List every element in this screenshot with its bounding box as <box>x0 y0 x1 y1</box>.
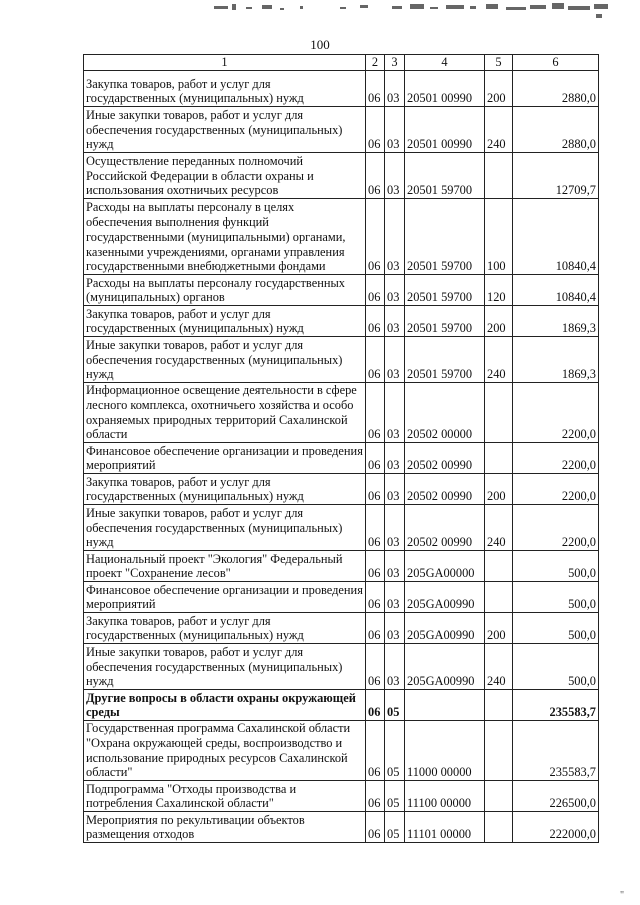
expense-type-cell: 100 <box>485 199 513 275</box>
section-code-cell: 06 <box>366 107 385 153</box>
table-row <box>84 107 599 153</box>
item-name-cell: Закупка товаров, работ и услуг для государственных (муниципальных) нужд <box>84 474 366 505</box>
table-row <box>84 306 599 337</box>
amount-cell: 500,0 <box>513 551 599 582</box>
amount-cell: 500,0 <box>513 644 599 690</box>
amount-cell: 2200,0 <box>513 505 599 551</box>
expense-type-cell <box>485 582 513 613</box>
subsection-code-cell: 03 <box>385 505 405 551</box>
target-article-cell: 20501 59700 <box>405 275 485 306</box>
section-code-cell: 06 <box>366 505 385 551</box>
item-name-cell: Информационное освещение деятельности в сфере лесного комплекса, охотничьего хозяйства и особо охраняемых природных территорий Сахалинской области <box>84 383 366 443</box>
table-row <box>84 721 599 781</box>
expense-type-cell <box>485 153 513 199</box>
item-name-cell: Финансовое обеспечение организации и проведения мероприятий <box>84 582 366 613</box>
amount-cell: 222000,0 <box>513 812 599 843</box>
scan-mark: " <box>620 890 625 901</box>
table-row <box>84 690 599 721</box>
section-code-cell: 06 <box>366 582 385 613</box>
amount-cell: 2200,0 <box>513 383 599 443</box>
budget-table <box>83 54 599 843</box>
target-article-cell: 20502 00990 <box>405 474 485 505</box>
table-row <box>84 781 599 812</box>
table-row <box>84 71 599 107</box>
expense-type-cell: 240 <box>485 337 513 383</box>
subsection-code-cell: 03 <box>385 306 405 337</box>
item-name-cell: Закупка товаров, работ и услуг для государственных (муниципальных) нужд <box>84 306 366 337</box>
section-code-cell: 06 <box>366 199 385 275</box>
expense-type-cell: 200 <box>485 306 513 337</box>
amount-cell: 10840,4 <box>513 275 599 306</box>
item-name-cell: Другие вопросы в области охраны окружающей среды <box>84 690 366 721</box>
table-row <box>84 275 599 306</box>
table-row <box>84 613 599 644</box>
section-code-cell: 06 <box>366 306 385 337</box>
item-name-cell: Закупка товаров, работ и услуг для государственных (муниципальных) нужд <box>84 613 366 644</box>
expense-type-cell: 240 <box>485 505 513 551</box>
subsection-code-cell: 05 <box>385 812 405 843</box>
header-cell: 3 <box>385 55 405 71</box>
table-row <box>84 337 599 383</box>
target-article-cell: 11000 00000 <box>405 721 485 781</box>
section-code-cell: 06 <box>366 71 385 107</box>
subsection-code-cell: 03 <box>385 71 405 107</box>
amount-cell: 10840,4 <box>513 199 599 275</box>
header-row <box>84 55 599 71</box>
amount-cell: 2200,0 <box>513 443 599 474</box>
subsection-code-cell: 05 <box>385 781 405 812</box>
table-row <box>84 551 599 582</box>
item-name-cell: Расходы на выплаты персоналу в целях обеспечения выполнения функций государственными (муниципальными) органами, казенными учреждениями, органами управления государственными внебюджетными фондами <box>84 199 366 275</box>
expense-type-cell: 200 <box>485 71 513 107</box>
subsection-code-cell: 03 <box>385 383 405 443</box>
expense-type-cell <box>485 812 513 843</box>
subsection-code-cell: 03 <box>385 644 405 690</box>
expense-type-cell: 240 <box>485 644 513 690</box>
target-article-cell: 20501 59700 <box>405 337 485 383</box>
item-name-cell: Закупка товаров, работ и услуг для государственных (муниципальных) нужд <box>84 71 366 107</box>
table-row <box>84 443 599 474</box>
expense-type-cell <box>485 690 513 721</box>
item-name-cell: Иные закупки товаров, работ и услуг для обеспечения государственных (муниципальных) нужд <box>84 505 366 551</box>
expense-type-cell <box>485 721 513 781</box>
expense-type-cell: 200 <box>485 613 513 644</box>
scan-artifact-strip <box>0 0 640 28</box>
expense-type-cell: 200 <box>485 474 513 505</box>
expense-type-cell: 120 <box>485 275 513 306</box>
item-name-cell: Осуществление переданных полномочий Российской Федерации в области охраны и использования охотничьих ресурсов <box>84 153 366 199</box>
target-article-cell: 20501 59700 <box>405 153 485 199</box>
subsection-code-cell: 03 <box>385 443 405 474</box>
target-article-cell: 20501 59700 <box>405 199 485 275</box>
target-article-cell: 20502 00000 <box>405 383 485 443</box>
table-row <box>84 199 599 275</box>
item-name-cell: Национальный проект "Экология" Федеральный проект "Сохранение лесов" <box>84 551 366 582</box>
header-cell: 5 <box>485 55 513 71</box>
expense-type-cell <box>485 781 513 812</box>
expense-type-cell <box>485 551 513 582</box>
table-row <box>84 812 599 843</box>
table-row <box>84 582 599 613</box>
amount-cell: 500,0 <box>513 613 599 644</box>
expense-type-cell: 240 <box>485 107 513 153</box>
table-row <box>84 474 599 505</box>
target-article-cell: 20502 00990 <box>405 443 485 474</box>
header-cell: 6 <box>513 55 599 71</box>
target-article-cell: 205GA00000 <box>405 551 485 582</box>
amount-cell: 235583,7 <box>513 690 599 721</box>
subsection-code-cell: 03 <box>385 551 405 582</box>
amount-cell: 2880,0 <box>513 71 599 107</box>
item-name-cell: Иные закупки товаров, работ и услуг для обеспечения государственных (муниципальных) нужд <box>84 337 366 383</box>
section-code-cell: 06 <box>366 551 385 582</box>
subsection-code-cell: 03 <box>385 199 405 275</box>
subsection-code-cell: 03 <box>385 153 405 199</box>
section-code-cell: 06 <box>366 812 385 843</box>
amount-cell: 2200,0 <box>513 474 599 505</box>
amount-cell: 1869,3 <box>513 337 599 383</box>
subsection-code-cell: 05 <box>385 721 405 781</box>
amount-cell: 500,0 <box>513 582 599 613</box>
target-article-cell: 205GA00990 <box>405 644 485 690</box>
target-article-cell: 20501 00990 <box>405 71 485 107</box>
section-code-cell: 06 <box>366 613 385 644</box>
section-code-cell: 06 <box>366 337 385 383</box>
amount-cell: 226500,0 <box>513 781 599 812</box>
item-name-cell: Иные закупки товаров, работ и услуг для обеспечения государственных (муниципальных) нужд <box>84 644 366 690</box>
table-row <box>84 153 599 199</box>
subsection-code-cell: 03 <box>385 582 405 613</box>
subsection-code-cell: 03 <box>385 474 405 505</box>
section-code-cell: 06 <box>366 721 385 781</box>
item-name-cell: Иные закупки товаров, работ и услуг для обеспечения государственных (муниципальных) нужд <box>84 107 366 153</box>
amount-cell: 1869,3 <box>513 306 599 337</box>
section-code-cell: 06 <box>366 781 385 812</box>
section-code-cell: 06 <box>366 443 385 474</box>
table-row <box>84 383 599 443</box>
target-article-cell: 205GA00990 <box>405 582 485 613</box>
section-code-cell: 06 <box>366 153 385 199</box>
target-article-cell: 205GA00990 <box>405 613 485 644</box>
amount-cell: 12709,7 <box>513 153 599 199</box>
item-name-cell: Расходы на выплаты персоналу государственных (муниципальных) органов <box>84 275 366 306</box>
header-cell: 2 <box>366 55 385 71</box>
amount-cell: 235583,7 <box>513 721 599 781</box>
header-cell: 4 <box>405 55 485 71</box>
section-code-cell: 06 <box>366 644 385 690</box>
target-article-cell: 20502 00990 <box>405 505 485 551</box>
subsection-code-cell: 03 <box>385 107 405 153</box>
target-article-cell: 11101 00000 <box>405 812 485 843</box>
subsection-code-cell: 03 <box>385 613 405 644</box>
section-code-cell: 06 <box>366 690 385 721</box>
item-name-cell: Подпрограмма "Отходы производства и потребления Сахалинской области" <box>84 781 366 812</box>
item-name-cell: Государственная программа Сахалинской области "Охрана окружающей среды, воспроизводство и использование природных ресурсов Сахалинской области" <box>84 721 366 781</box>
subsection-code-cell: 03 <box>385 337 405 383</box>
section-code-cell: 06 <box>366 383 385 443</box>
section-code-cell: 06 <box>366 275 385 306</box>
target-article-cell: 20501 00990 <box>405 107 485 153</box>
expense-type-cell <box>485 383 513 443</box>
amount-cell: 2880,0 <box>513 107 599 153</box>
section-code-cell: 06 <box>366 474 385 505</box>
target-article-cell: 20501 59700 <box>405 306 485 337</box>
target-article-cell <box>405 690 485 721</box>
table-row <box>84 644 599 690</box>
header-cell: 1 <box>84 55 366 71</box>
page-number: 100 <box>310 37 330 52</box>
subsection-code-cell: 05 <box>385 690 405 721</box>
item-name-cell: Финансовое обеспечение организации и проведения мероприятий <box>84 443 366 474</box>
item-name-cell: Мероприятия по рекультивации объектов размещения отходов <box>84 812 366 843</box>
target-article-cell: 11100 00000 <box>405 781 485 812</box>
table-row <box>84 505 599 551</box>
subsection-code-cell: 03 <box>385 275 405 306</box>
expense-type-cell <box>485 443 513 474</box>
